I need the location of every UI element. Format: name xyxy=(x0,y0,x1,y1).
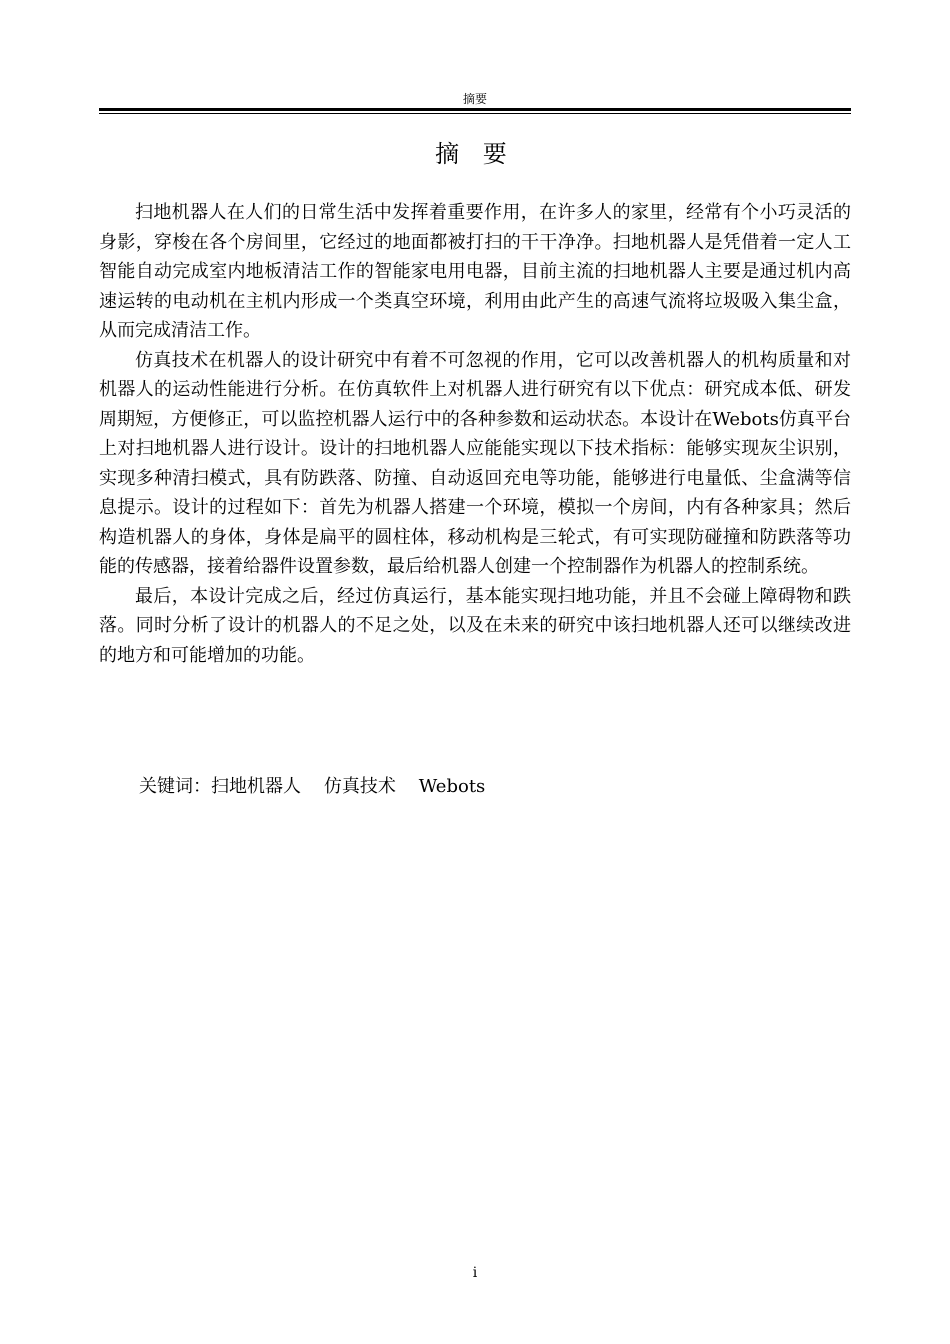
keywords-label: 关键词： xyxy=(139,776,211,797)
running-header: 摘要 xyxy=(462,92,487,106)
keywords-line xyxy=(139,772,485,801)
page-number: i xyxy=(472,1265,478,1281)
abstract-paragraph-1: 扫地机器人在人们的日常生活中发挥着重要作用，在许多人的家里，经常有个小巧灵活的身影，穿梭在各个房间里，它经过的地面都被打扫的干干净净。扫地机器人是凭借着一定人工智能自动完成室内地板清洁工作的智能家电用电器，目前主流的扫地机器人主要是通过机内高速运转的电动机在主机内形成一个类真空环境，利用由此产生的高速气流将垃圾吸入集尘盒，从而完成清洁工作。 xyxy=(99,202,851,341)
abstract-paragraph-3: 最后，本设计完成之后，经过仿真运行，基本能实现扫地功能，并且不会碰上障碍物和跌落。同时分析了设计的机器人的不足之处，以及在未来的研究中该扫地机器人还可以继续改进的地方和可能增加的功能。 xyxy=(99,585,851,666)
abstract-body xyxy=(99,198,851,670)
keywords-values: 扫地机器人 仿真技术 Webots xyxy=(211,776,486,797)
page-title: 摘 要 xyxy=(435,140,515,168)
header-rule-thin xyxy=(99,113,851,114)
abstract-paragraph-2: 仿真技术在机器人的设计研究中有着不可忽视的作用，它可以改善机器人的机构质量和对机器人的运动性能进行分析。在仿真软件上对机器人进行研究有以下优点：研究成本低、研发周期短，方便修正，可以监控机器人运行中的各种参数和运动状态。本设计在Webots仿真平台上对扫地机器人进行设计。设计的扫地机器人应能能实现以下技术指标：能够实现灰尘识别，实现多种清扫模式，具有防跌落、防撞、自动返回充电等功能，能够进行电量低、尘盒满等信息提示。设计的过程如下：首先为机器人搭建一个环境，模拟一个房间，内有各种家具；然后构造机器人的身体，身体是扁平的圆柱体，移动机构是三轮式，有可实现防碰撞和防跌落等功能的传感器，接着给器件设置参数，最后给机器人创建一个控制器作为机器人的控制系统。 xyxy=(99,349,851,577)
header-rule-thick xyxy=(99,108,851,111)
